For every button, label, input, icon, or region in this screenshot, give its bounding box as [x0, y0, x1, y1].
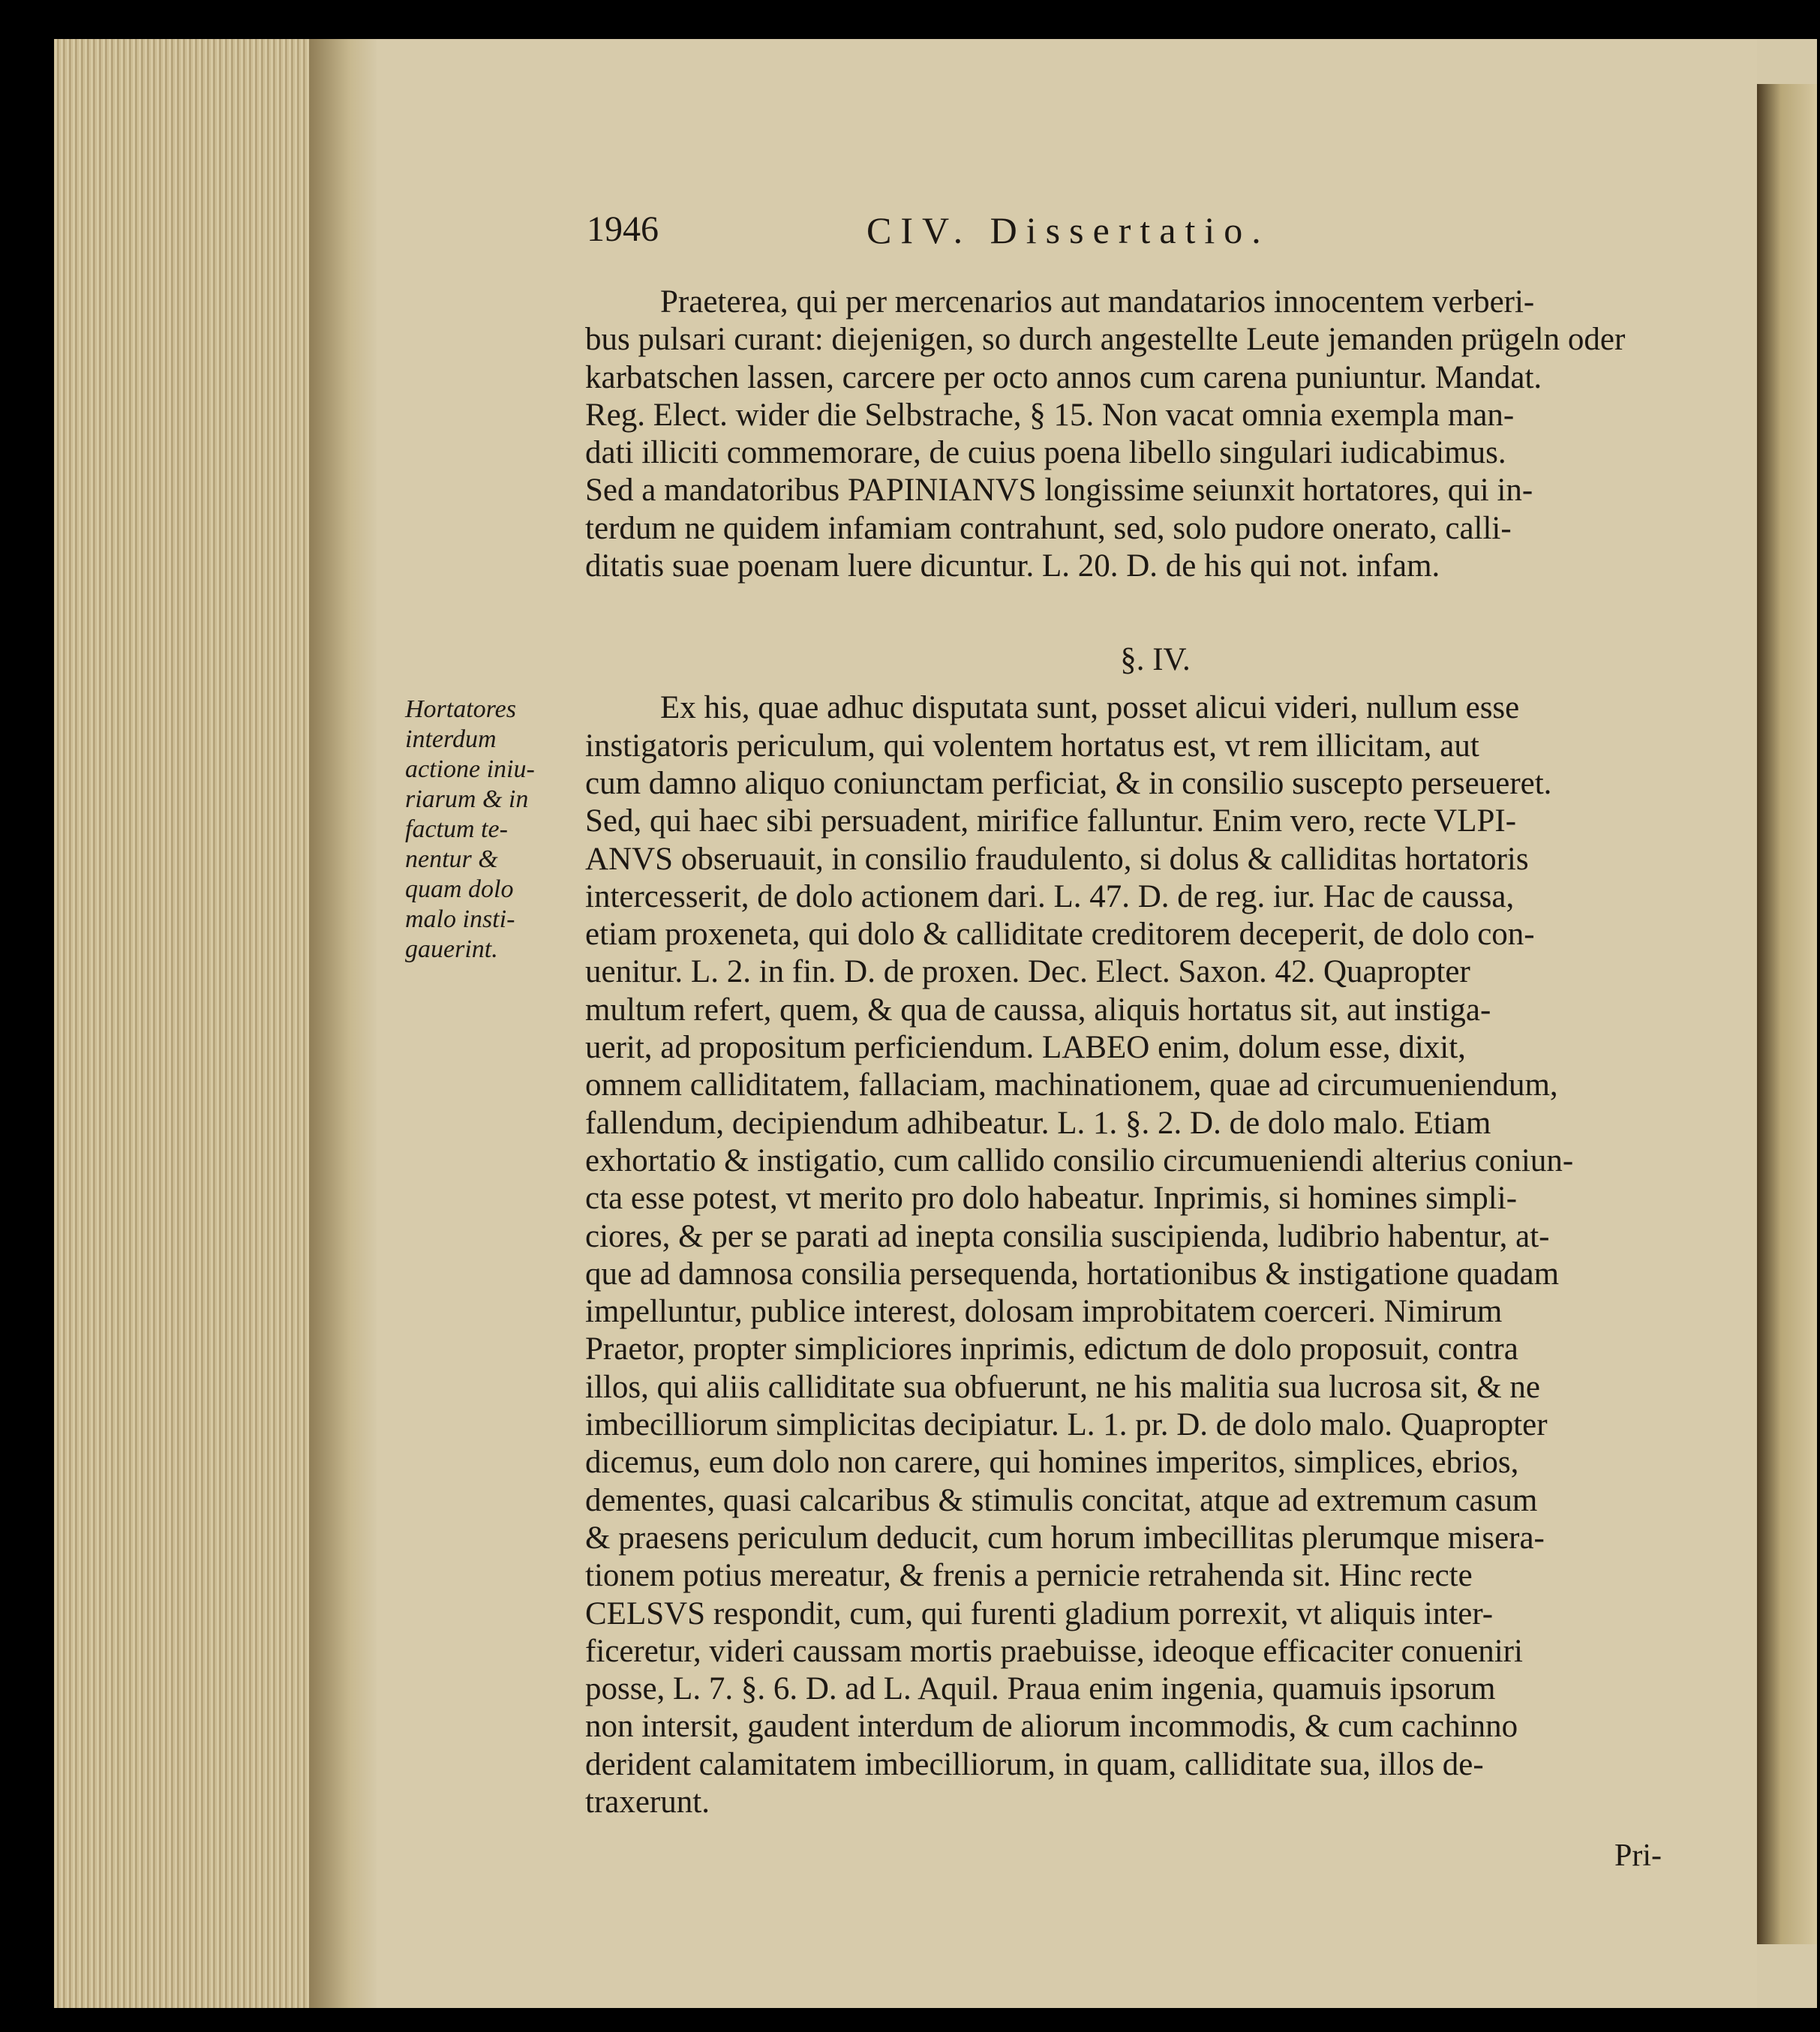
text-line: multum refert, quem, & qua de caussa, aliquis hortatus sit, aut instiga- — [585, 992, 1491, 1028]
text-line: Sed a mandatoribus PAPINIANVS longissime seiunxit hortatores, qui in- — [585, 473, 1533, 509]
text-line: dati illiciti commemorare, de cuius poena libello singulari iudicabimus. — [585, 435, 1506, 471]
text-line: terdum ne quidem infamiam contrahunt, sed, solo pudore onerato, calli- — [585, 510, 1512, 546]
section-heading: §. IV. — [1120, 642, 1191, 678]
margin-note — [405, 695, 535, 965]
text-line: uenitur. L. 2. in fin. D. de proxen. Dec. Elect. Saxon. 42. Quapropter — [585, 954, 1470, 990]
margin-note-line: gauerint. — [405, 935, 498, 963]
book-gutter — [309, 39, 377, 2008]
paragraph-1 — [585, 284, 1680, 585]
running-title: CIV. Dissertatio. — [866, 209, 1270, 251]
text-line: Reg. Elect. wider die Selbstrache, § 15. Non vacat omnia exempla man- — [585, 397, 1515, 433]
page-number: 1946 — [587, 209, 659, 249]
text-line: dementes, quasi calcaribus & stimulis concitat, atque ad extremum casum — [585, 1482, 1538, 1518]
text-line: cta esse potest, vt merito pro dolo habeatur. Inprimis, si homines simpli- — [585, 1181, 1518, 1217]
paragraph-2 — [585, 689, 1680, 1821]
text-line: dicemus, eum dolo non carere, qui homines imperitos, simplices, ebrios, — [585, 1445, 1519, 1481]
margin-note-line: riarum & in — [405, 785, 529, 813]
text-line: traxerunt. — [585, 1784, 710, 1820]
text-line: Ex his, quae adhuc disputata sunt, posset alicui videri, nullum esse — [660, 690, 1520, 726]
text-line: instigatoris periculum, qui volentem hortatus est, vt rem illicitam, aut — [585, 728, 1479, 764]
text-line: CELSVS respondit, cum, qui furenti gladium porrexit, vt aliquis inter- — [585, 1595, 1494, 1631]
text-line: uerit, ad propositum perficiendum. LABEO enim, dolum esse, dixit, — [585, 1030, 1466, 1066]
margin-note-line: quam dolo — [405, 875, 514, 903]
margin-note-line: malo insti- — [405, 905, 515, 933]
text-line: non intersit, gaudent interdum de aliorum incommodis, & cum cachinno — [585, 1709, 1518, 1745]
text-line: impelluntur, publice interest, dolosam improbitatem coerceri. Nimirum — [585, 1294, 1503, 1330]
text-line: ciores, & per se parati ad inepta consilia suscipienda, ludibrio habentur, at- — [585, 1218, 1550, 1254]
text-line: ficeretur, videri caussam mortis praebuisse, ideoque efficaciter conueniri — [585, 1633, 1523, 1669]
text-line: & praesens periculum deducit, cum horum imbecillitas plerumque misera- — [585, 1520, 1545, 1556]
text-line: que ad damnosa consilia persequenda, hortationibus & instigatione quadam — [585, 1256, 1560, 1292]
text-line: omnem calliditatem, fallaciam, machinationem, quae ad circumueniendum, — [585, 1067, 1558, 1103]
text-line: fallendum, decipiendum adhibeatur. L. 1. §. 2. D. de dolo malo. Etiam — [585, 1105, 1491, 1141]
text-line: exhortatio & instigatio, cum callido consilio circumueniendi alterius coniun- — [585, 1142, 1574, 1178]
text-line: bus pulsari curant: diejenigen, so durch angestellte Leute jemanden prügeln oder — [585, 322, 1626, 358]
text-line: derident calamitatem imbecilliorum, in quam, calliditate sua, illos de- — [585, 1746, 1484, 1782]
text-line: posse, L. 7. §. 6. D. ad L. Aquil. Praua enim ingenia, quamuis ipsorum — [585, 1671, 1496, 1707]
text-line: etiam proxeneta, qui dolo & calliditate creditorem deceperit, de dolo con- — [585, 917, 1535, 953]
text-line: illos, qui aliis calliditate sua obfuerunt, ne his malitia sua lucrosa sit, & ne — [585, 1369, 1541, 1405]
text-line: intercesserit, de dolo actionem dari. L. 47. D. de reg. iur. Hac de caussa, — [585, 878, 1515, 914]
text-line: karbatschen lassen, carcere per octo annos cum carena puniuntur. Mandat. — [585, 359, 1542, 395]
book-page-edges — [54, 39, 309, 2008]
text-line: Praetor, propter simpliciores inprimis, edictum de dolo proposuit, contra — [585, 1331, 1518, 1367]
text-line: tionem potius mereatur, & frenis a pernicie retrahenda sit. Hinc recte — [585, 1558, 1473, 1594]
text-line: imbecilliorum simplicitas decipiatur. L. 1. pr. D. de dolo malo. Quapropter — [585, 1407, 1548, 1443]
margin-note-line: actione iniu- — [405, 755, 535, 783]
text-line: Sed, qui haec sibi persuadent, mirifice falluntur. Enim vero, recte VLPI- — [585, 803, 1517, 839]
margin-note-line: factum te- — [405, 815, 508, 843]
body-text — [585, 284, 1680, 1821]
catchword: Pri- — [1614, 1838, 1662, 1873]
text-line: ditatis suae poenam luere dicuntur. L. 20. D. de his qui not. infam. — [585, 548, 1440, 584]
margin-note-line: Hortatores — [405, 695, 516, 723]
margin-note-line: interdum — [405, 725, 497, 753]
text-line: Praeterea, qui per mercenarios aut mandatarios innocentem verberi- — [660, 284, 1535, 320]
text-line: cum damno aliquo coniunctam perficiat, & in consilio suscepto perseueret. — [585, 765, 1552, 801]
margin-note-line: nentur & — [405, 845, 498, 873]
facing-page-edge — [1757, 84, 1817, 1944]
text-line: ANVS obseruauit, in consilio fraudulento, si dolus & calliditas hortatoris — [585, 841, 1529, 877]
